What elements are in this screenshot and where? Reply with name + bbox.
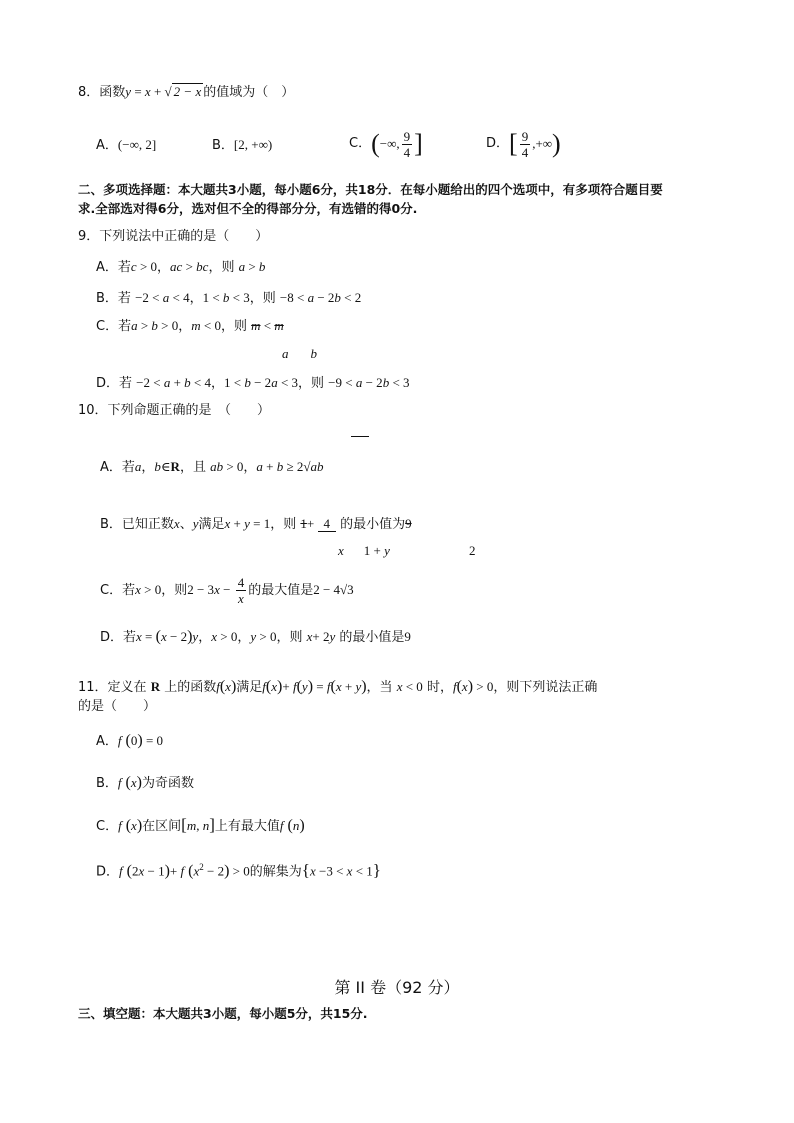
q9-stem: 9．下列说法中正确的是（ ） <box>78 229 269 244</box>
q8-formula: y <box>125 84 132 99</box>
q10-a-sqrt-bar <box>351 436 369 437</box>
q9-option-d: D．若 −2 < a + b < 4，1 < b − 2a < 3，则 −9 < a − 2b < 3 <box>96 375 410 391</box>
q11-line2: 的是（ ） <box>78 699 157 714</box>
part2-title: 第 II 卷（92 分） <box>334 978 460 997</box>
q11-option-a: A．f (0) = 0 <box>96 732 164 749</box>
section2-line1: 二、多项选择题：本大题共3小题，每小题6分，共18分．在每小题给出的四个选项中，有多项符合题目要 <box>78 182 663 197</box>
q8-option-b: B．[2, +∞) <box>212 137 273 153</box>
q8-stem-suffix: 的值域为（ ） <box>203 85 295 100</box>
q8-option-d: D．[ $\frac{9}{4}$ ,+∞) <box>486 128 561 160</box>
q8-option-a: A．(−∞, 2] <box>96 137 157 153</box>
q10-option-b: B．已知正数x、y满足x + y = 1，则 1+ 4 的最小值为9 <box>100 516 412 532</box>
q10-option-a: A．若a，b∈R，且 ab > 0，a + b ≥ 2√ab <box>100 459 324 475</box>
q11-line1: 11．定义在 R 上的函数f(x)满足f(x)+ f(y) = f(x + y)，当 x < 0 时，f(x) > 0，则下列说法正确 <box>78 678 598 695</box>
q10-stem: 10．下列命题正确的是 （ ） <box>78 403 271 418</box>
q9-option-b: B．若 −2 < a < 4，1 < b < 3，则 −8 < a − 2b < 2 <box>96 290 362 306</box>
q9-option-a: A．若c > 0，ac > bc，则 a > b <box>96 259 266 275</box>
q9-option-c-denominators: a b <box>282 346 317 361</box>
q10-option-b-denominators: x 1 + y <box>338 543 390 558</box>
section2-line2: 求.全部选对得6分，选对但不全的得部分分，有选错的得0分. <box>78 201 418 216</box>
section3-heading: 三、填空题：本大题共3小题，每小题5分，共15分. <box>78 1006 368 1021</box>
q11-option-c: C．f (x)在区间[m, n]上有最大值f (n) <box>96 815 305 834</box>
q10-option-d: D．若x = (x − 2)y，x > 0，y > 0，则 x+ 2y 的最小值是9 <box>100 628 411 645</box>
q9-option-c: C．若a > b > 0，m < 0，则 m < m <box>96 318 284 334</box>
q11-option-b: B．f (x)为奇函数 <box>96 774 194 791</box>
q8-option-c: C．(−∞, $\frac{9}{4}$ ] <box>349 128 423 160</box>
q11-option-d: D．f (2x − 1)+ f $(x^2 - 2) > 0$的解集为{x −3 < x < 1} <box>96 860 381 880</box>
q10-option-c: C．若x > 0，则2 − 3x − $\frac{4}{x}$ 的最大值是2 − 4√3 <box>100 575 354 606</box>
q8-stem: 8．函数y = x + √ 2 − x 的值域为（ ） <box>78 84 295 100</box>
q10-option-b-result-denominator: 2 <box>469 543 476 558</box>
q8-stem-prefix: 8．函数 <box>78 85 126 100</box>
